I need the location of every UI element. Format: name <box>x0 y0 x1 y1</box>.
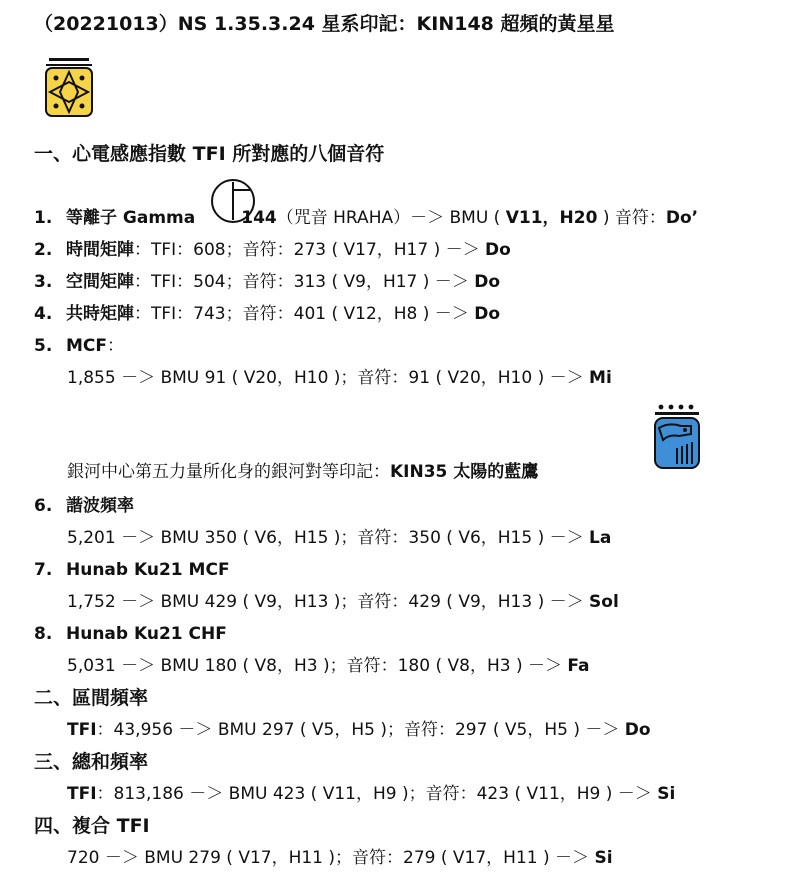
item-detail <box>67 526 611 550</box>
item-note: La <box>589 528 612 548</box>
item-number: 1. <box>34 208 53 228</box>
item-label: 時間矩陣 <box>66 240 134 260</box>
yellow-star-glyph-icon <box>44 58 94 118</box>
galactic-signature <box>67 460 538 484</box>
item-note: Sol <box>589 592 619 612</box>
page-title: （20221013）NS 1.35.3.24 星系印記：KIN148 超頻的黃星星 <box>34 13 615 35</box>
item-text: ：TFI：608；音符：273 ( V17，H17 ) －＞ <box>134 240 486 260</box>
item-text: 1,752 －＞ BMU 429 ( V9，H13 )；音符：429 ( V9，H13 ) －＞ <box>67 592 590 612</box>
item-label: Hunab Ku21 MCF <box>66 560 230 580</box>
item-label: Hunab Ku21 CHF <box>66 624 227 644</box>
item-note: Do <box>474 304 501 324</box>
mcf-detail <box>67 366 612 390</box>
item-number: 7. <box>34 560 53 580</box>
item-number: 2. <box>34 240 53 260</box>
section-text: 720 －＞ BMU 279 ( V17，H11 )；音符：279 ( V17，H11 ) －＞ <box>67 848 595 868</box>
list-item <box>34 302 500 326</box>
item-text: ：TFI：504；音符：313 ( V9，H17 ) －＞ <box>134 272 475 292</box>
list-item <box>34 558 230 582</box>
list-item <box>34 270 500 294</box>
mcf-text: 1,855 －＞ BMU 91 ( V20，H10 )；音符：91 ( V20，H10 ) －＞ <box>67 368 590 388</box>
list-item <box>34 334 124 358</box>
section-2-detail <box>67 718 651 742</box>
item-label: 等離子 Gamma <box>66 208 196 228</box>
item-note: Do <box>474 272 501 292</box>
section-note: Do <box>624 720 651 740</box>
item-text: 5,031 －＞ BMU 180 ( V8，H3 )；音符：180 ( V8，H3 ) －＞ <box>67 656 568 676</box>
item-label: MCF <box>66 336 108 356</box>
item-note: Fa <box>567 656 590 676</box>
galactic-text: 銀河中心第五力量所化身的銀河對等印記： <box>67 462 390 482</box>
section-1-label: 一、 <box>34 143 73 165</box>
item-label: 共時矩陣 <box>66 304 134 324</box>
section-1-heading <box>34 142 384 166</box>
section-note: Si <box>657 784 676 804</box>
item-coords: V11，H20 <box>505 208 598 228</box>
item-note: Do’ <box>665 208 699 228</box>
list-item <box>34 622 227 646</box>
item-note: Do <box>485 240 511 260</box>
tfi-label: TFI <box>67 784 97 804</box>
item-detail <box>67 654 590 678</box>
item-label: 空間矩陣 <box>66 272 134 292</box>
item-value: 144 <box>241 208 277 228</box>
section-text: ：43,956 －＞ BMU 297 ( V5，H5 )；音符：297 ( V5，H5 ) －＞ <box>96 720 625 740</box>
tfi-label: TFI <box>67 720 97 740</box>
galactic-kin: KIN35 太陽的藍鷹 <box>390 462 539 482</box>
item-number: 8. <box>34 624 53 644</box>
section-4-detail <box>67 846 613 870</box>
item-text: 5,201 －＞ BMU 350 ( V6，H15 )；音符：350 ( V6，H15 ) －＞ <box>67 528 590 548</box>
item-number: 3. <box>34 272 53 292</box>
mcf-note: Mi <box>589 368 612 388</box>
item-number: 6. <box>34 496 53 516</box>
item-text: ： <box>107 336 125 356</box>
item-number: 4. <box>34 304 53 324</box>
item-detail <box>67 590 619 614</box>
list-item <box>34 206 698 230</box>
item-number: 5. <box>34 336 53 356</box>
list-item <box>34 238 511 262</box>
section-3-detail <box>67 782 675 806</box>
blue-eagle-glyph-icon <box>651 404 703 470</box>
section-3-heading: 三、總和頻率 <box>34 751 149 773</box>
item-text: （咒音 HRAHA）－＞ BMU ( <box>276 208 501 228</box>
section-4-heading: 四、複合 TFI <box>34 815 150 837</box>
section-note: Si <box>594 848 613 868</box>
item-label: 諧波頻率 <box>66 496 134 516</box>
list-item <box>34 494 134 518</box>
item-note-label: ) 音符： <box>602 208 666 228</box>
section-text: ：813,186 －＞ BMU 423 ( V11，H9 )；音符：423 ( V11，H9 ) －＞ <box>96 784 658 804</box>
item-text: ：TFI：743；音符：401 ( V12，H8 ) －＞ <box>134 304 475 324</box>
section-1-title: 心電感應指數 TFI 所對應的八個音符 <box>72 143 385 165</box>
section-2-heading: 二、區間頻率 <box>34 687 149 709</box>
